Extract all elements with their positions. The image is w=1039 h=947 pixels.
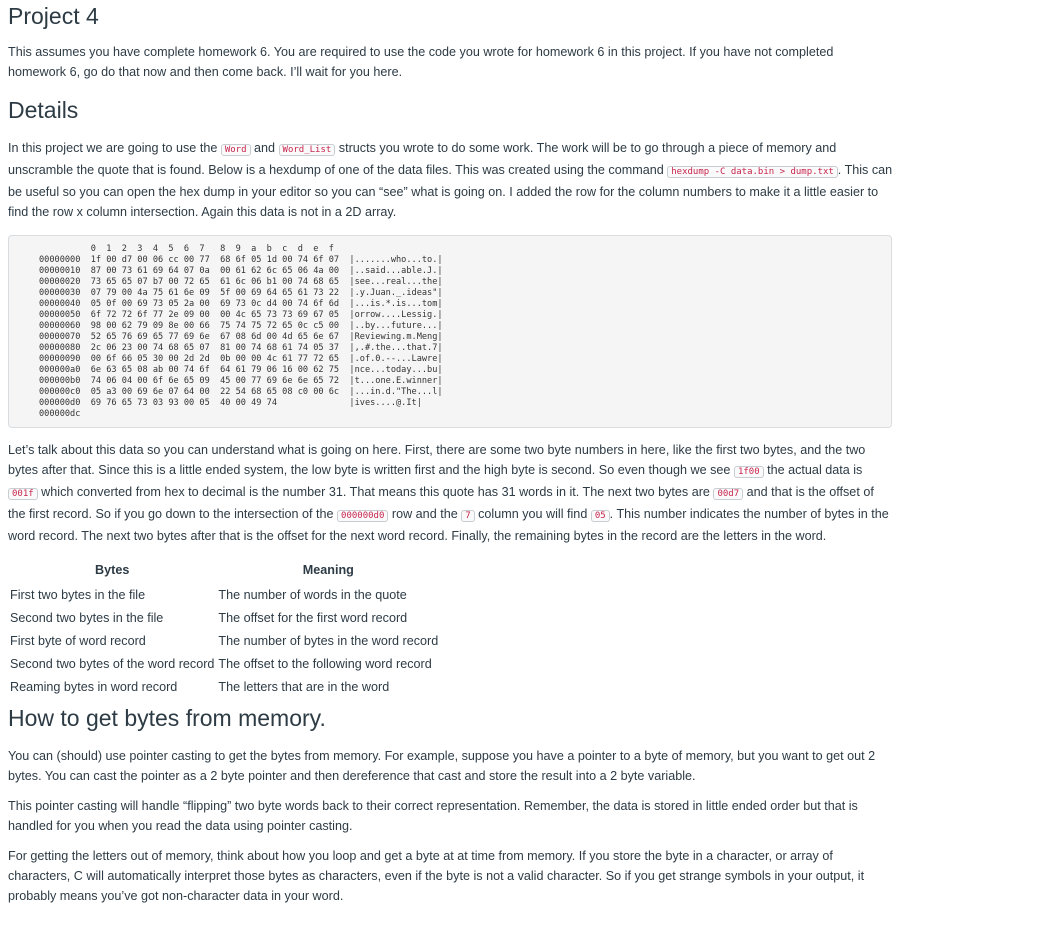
details-paragraph	[8, 138, 893, 222]
table-row	[8, 675, 440, 698]
table-row	[8, 629, 440, 652]
talk-text-a: Let’s talk about this data so you can understand what is going on here. First, there are some two byte numbers in here, like the first two bytes, and the two bytes after that. Since this is a little ended system, the low byte is written first and the high byte is second. So even though we see	[8, 443, 866, 477]
table-header-row	[8, 561, 440, 583]
details-text-d: . This can be useful so you can open the hex dump in your editor so you can “see” what is going on. I added the row for the column numbers to make it a little easier to find the row x column intersection. Again this data is not in a 2D array.	[8, 163, 893, 219]
code-000000d0: 000000d0	[337, 510, 388, 522]
hexdump-row: 00000090 00 6f 66 05 30 00 2d 2d 0b 00 00 4c 61 77 72 65 |.of.0.--...Lawre|	[39, 354, 443, 364]
code-00d7: 00d7	[713, 488, 743, 500]
table-cell: Second two bytes in the file	[10, 610, 164, 625]
page-title: Project 4	[8, 3, 99, 29]
hexdump-row: 00000030 07 79 00 4a 75 61 6e 09 5f 00 69 64 65 61 73 22 |.y.Juan._.ideas"|	[39, 288, 443, 298]
table-cell: The offset for the first word record	[218, 610, 408, 625]
code-hexdump-command: hexdump -C data.bin > dump.txt	[667, 166, 838, 178]
table-row	[8, 583, 440, 606]
memory-heading: How to get bytes from memory.	[8, 705, 326, 731]
hexdump-row: 00000080 2c 06 23 00 74 68 65 07 81 00 74 68 61 74 05 37 |,.#.the...that.7|	[39, 343, 443, 353]
hexdump-row: 000000b0 74 06 04 00 6f 6e 65 09 45 00 77 69 6e 6e 65 72 |t...one.E.winner|	[39, 376, 443, 386]
hexdump-block	[8, 235, 892, 428]
intro-paragraph: This assumes you have complete homework 6. You are required to use the code you wrote for homework 6 in this project. If you have not completed homework 6, go do that now and then come back. I’ll wait for you here.	[8, 45, 834, 79]
talk-text-g: . This number indicates the number of bytes in the word record. The next two bytes after that is the offset for the next word record. Finally, the remaining bytes in the record are the letters in the word.	[8, 507, 889, 543]
code-001f: 001f	[8, 488, 38, 500]
explanation-paragraph	[8, 440, 893, 546]
details-text-c: structs you wrote to do some work. The work will be to go through a piece of memory and unscramble the quote that is found. Below is a hexdump of one of the data files. This was created using the command	[8, 141, 837, 177]
code-word-list: Word_List	[279, 144, 336, 156]
hexdump-row: 00000070 52 65 76 69 65 77 69 6e 67 08 6d 00 4d 65 6e 67 |Reviewing.m.Meng|	[39, 332, 443, 342]
table-cell: First two bytes in the file	[10, 587, 146, 602]
table-cell: Reaming bytes in word record	[10, 679, 178, 694]
code-1f00: 1f00	[734, 466, 764, 478]
memory-paragraph-2: This pointer casting will handle “flipping” two byte words back to their correct representation. Remember, the data is stored in little ended order but that is handled for you when you read the data using pointer casting.	[8, 799, 858, 833]
hexdump-row: 00000060 98 00 62 79 09 8e 00 66 75 74 75 72 65 0c c5 00 |..by...future...|	[39, 321, 443, 331]
table-row	[8, 606, 440, 629]
code-7: 7	[461, 510, 474, 522]
hexdump-row: 00000010 87 00 73 61 69 64 07 0a 00 61 62 6c 65 06 4a 00 |..said...able.J.|	[39, 266, 443, 276]
memory-paragraph-1: You can (should) use pointer casting to get the bytes from memory. For example, suppose you have a pointer to a byte of memory, but you want to get out 2 bytes. You can cast the pointer as a 2 byte pointer and then dereference that cast and store the result into a 2 byte variable.	[8, 749, 876, 783]
talk-text-d: and that is the offset of the first record. So if you go down to the intersection of the	[8, 485, 874, 521]
details-text-a: In this project we are going to use the	[8, 141, 221, 155]
bytes-meaning-table	[8, 561, 440, 698]
table-cell: First byte of word record	[10, 633, 146, 648]
hexdump-end-offset: 000000dc	[39, 409, 81, 419]
hexdump-row: 00000050 6f 72 72 6f 77 2e 09 00 00 4c 65 73 73 69 67 05 |orrow....Lessig.|	[39, 310, 443, 320]
hexdump-row: 00000040 05 0f 00 69 73 05 2a 00 69 73 0c d4 00 74 6f 6d |...is.*.is...tom|	[39, 299, 443, 309]
hexdump-row: 00000020 73 65 65 07 b7 00 72 65 61 6c 06 b1 00 74 68 65 |see...real...the|	[39, 277, 443, 287]
hexdump-row: 000000d0 69 76 65 73 03 93 00 05 40 00 49 74 |ives....@.It|	[39, 398, 422, 408]
talk-text-f: column you will find	[474, 507, 591, 521]
hexdump-row: 000000a0 6e 63 65 08 ab 00 74 6f 64 61 79 06 16 00 62 75 |nce...today...bu|	[39, 365, 443, 375]
document-page	[0, 1, 901, 906]
memory-paragraph-3: For getting the letters out of memory, think about how you loop and get a byte at at time from memory. If you store the byte in a character, or array of characters, C will automatically interpret those bytes as characters, even if the byte is not a valid character. So if you get strange symbols in your output, it probably means you’ve got non-character data in your word.	[8, 849, 865, 903]
talk-text-b: the actual data is	[763, 463, 863, 477]
talk-text-c: which converted from hex to decimal is the number 31. That means this quote has 31 words in it. The next two bytes are	[37, 485, 714, 499]
table-header-bytes: Bytes	[95, 563, 130, 577]
details-heading: Details	[8, 97, 79, 123]
code-word: Word	[221, 144, 251, 156]
table-cell: The letters that are in the word	[218, 679, 390, 694]
table-cell: The number of bytes in the word record	[218, 633, 439, 648]
table-cell: Second two bytes of the word record	[10, 656, 215, 671]
table-row	[8, 652, 440, 675]
table-cell: The offset to the following word record	[218, 656, 432, 671]
hexdump-header-row: 0 1 2 3 4 5 6 7 8 9 a b c d e f	[39, 244, 334, 254]
code-05: 05	[591, 510, 610, 522]
details-text-b: and	[250, 141, 279, 155]
talk-text-e: row and the	[388, 507, 462, 521]
hexdump-row: 00000000 1f 00 d7 00 06 cc 00 77 68 6f 05 1d 00 74 6f 07 |.......who...to.|	[39, 255, 443, 265]
hexdump-row: 000000c0 05 a3 00 69 6e 07 64 00 22 54 68 65 08 c0 00 6c |...in.d."The...l|	[39, 387, 443, 397]
table-cell: The number of words in the quote	[218, 587, 407, 602]
table-header-meaning: Meaning	[302, 563, 354, 577]
